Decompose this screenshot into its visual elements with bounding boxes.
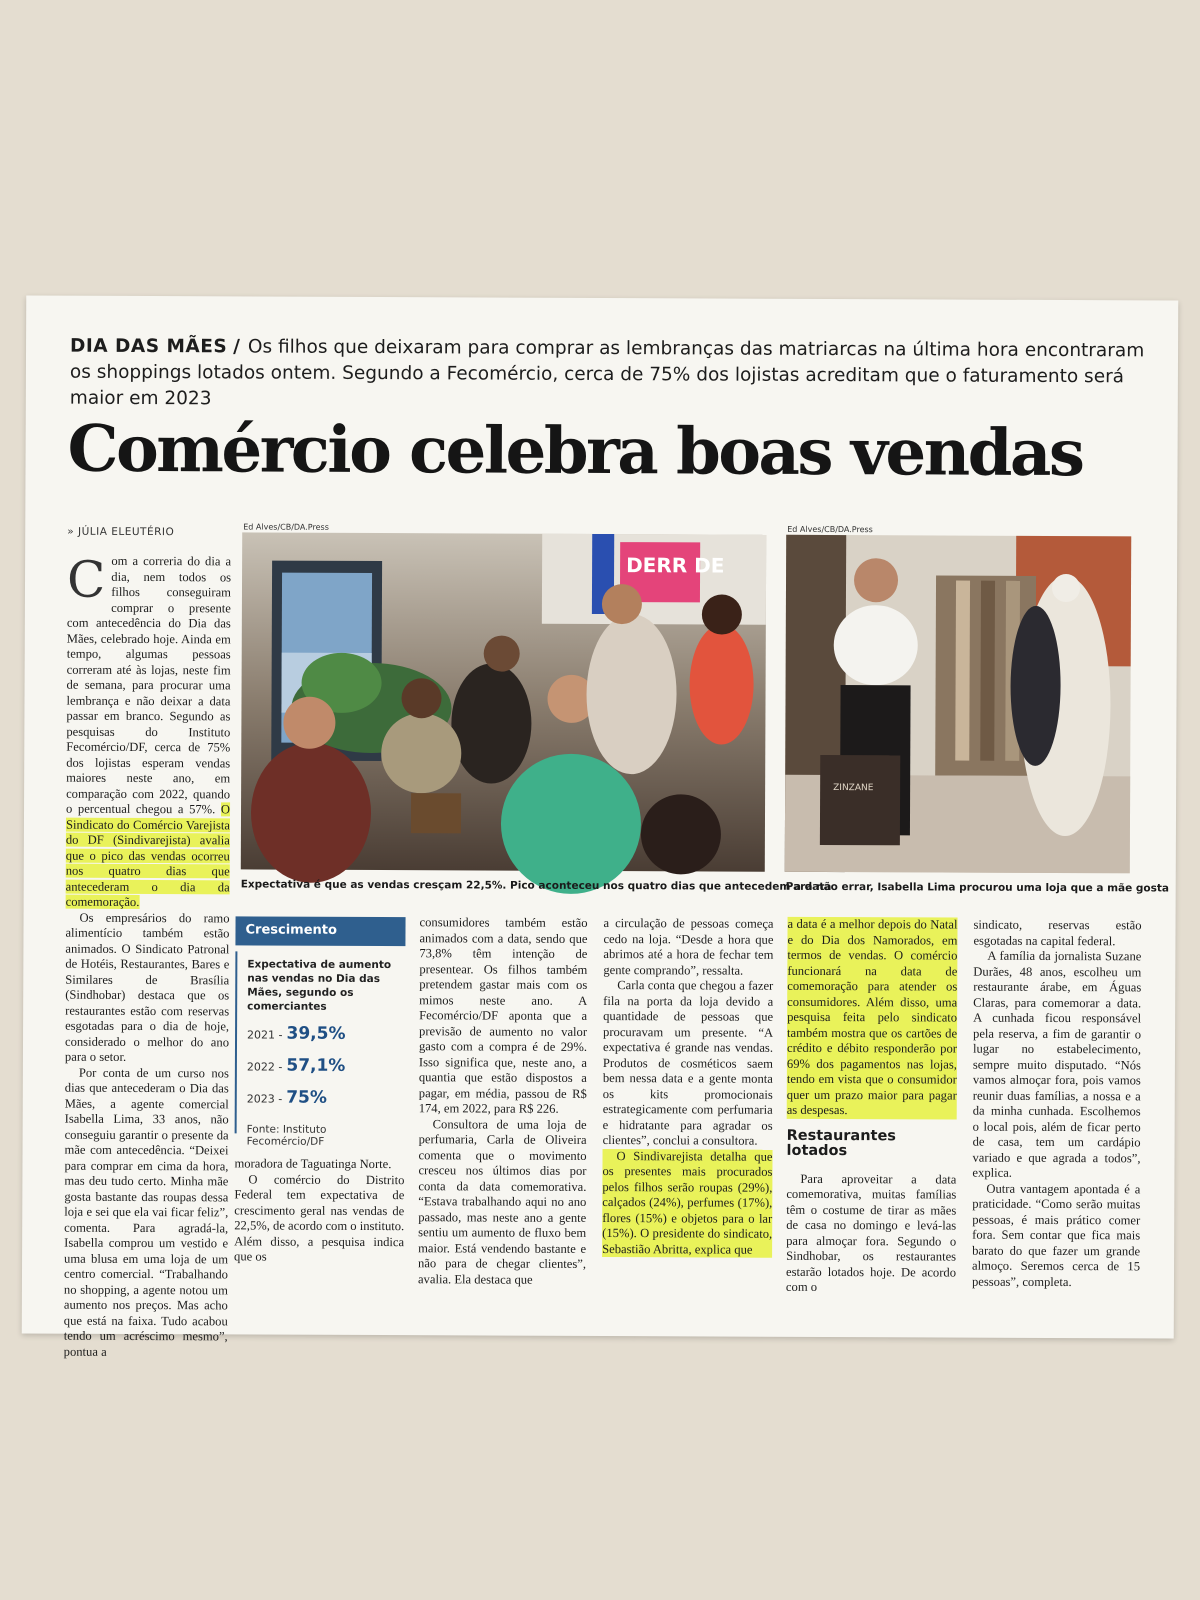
infobox-source: Fonte: Instituto Fecomércio/DF — [246, 1123, 327, 1148]
stat-year: 2022 - — [246, 1060, 283, 1074]
lead-paragraph — [65, 550, 232, 911]
highlighted-text: O Sindicato do Comércio Varejista do DF (Sindivarejista) avalia que o pico das vendas ocorreu nos quatro dias que antecederam o dia da comemoração. — [65, 802, 231, 909]
stat-year: 2021 - — [247, 1028, 283, 1042]
lead-text: om a correria do dia a dia, nem todos os filhos conseguiram comprar o presente com antecedência do Dia das Mães, celebrado hoje. Ainda em tempo, algumas pessoas correram até às lojas, neste fim de semana, para procurar uma lembrança e não deixar a data passar em branco. Segundo as pesquisas do Instituto Fecomércio/DF, cerca de 75% dos lojistas esperam vendas maiores neste ano, em comparação com 2022, quando o percentual chegou a 57%. — [66, 553, 232, 817]
infobox-title: Crescimento — [235, 916, 405, 946]
kicker — [70, 334, 1150, 417]
photo-credit-1: Ed Alves/CB/DA.Press — [243, 522, 329, 532]
byline: » JÚLIA ELEUTÉRIO — [67, 525, 175, 539]
article-column-3 — [418, 915, 588, 1288]
stat-2021 — [247, 1023, 405, 1046]
kicker-slash: / — [233, 336, 240, 358]
paragraph: Para aproveitar a data comemorativa, muitas famílias têm o costume de tirar as mães de casa no domingo e levá-las para almoçar fora. Segundo o Sindhobar, os restaurantes estarão lotados hoje. De acordo com o — [785, 1171, 957, 1294]
subheading: Restaurantes lotados — [786, 1127, 896, 1160]
stat-2022 — [247, 1055, 405, 1078]
paragraph: Por conta de um curso nos dias que antecederam o Dia das Mães, a agente comercial Isabella Lima, 33 anos, não conseguiu garantir o presente da mãe com antecedência. “Deixei para comprar em cima da hora, mas deu tudo certo. Minha mãe gosta bastante das roupas dessa loja e sei que ela vai ficar feliz”, comenta. Para agradá-la, Isabella comprou um vestido e uma blusa em uma loja de um centro comercial. “Trabalhando no shopping, a agente notou um aumento nos preços. Mas acho que está na faixa. Tudo acabou tendo um acréscimo mesmo”, pontua a — [63, 1065, 229, 1359]
growth-infobox — [235, 916, 406, 1148]
paragraph: Carla conta que chegou a fazer fila na porta da loja devido a quantidade de pessoas que procuravam um presente. “A expectativa é grande nas vendas. Produtos de cosméticos saem bem nessa data e a gente monta os kits promocionais estrategicamente com perfumaria e hidratante para agradar os clientes”, conclui a consultora. — [602, 978, 774, 1148]
photo-isabella-store — [785, 535, 1131, 874]
section-tag: DIA DAS MÃES — [70, 335, 228, 358]
photo-shopping-crowd — [241, 532, 766, 871]
paragraph: consumidores também estão animados com a data, sendo que 73,8% têm intenção de presentear. Os filhos também pretendem gastar mais com os mimos neste ano. A Fecomércio/DF aponta que a previsão de aumento no valor gasto com a compra é de 29%. Isso significa que, neste ano, a quantia que estão dispostos a pagar, em média, passou de R$ 174, em 2022, para R$ 226. — [418, 915, 588, 1116]
infobox-subtitle: Expectativa de aumento nas vendas no Dia das Mães, segundo os comerciantes — [247, 958, 392, 1013]
photo-isabella-store-image — [785, 535, 1131, 874]
kicker-text: Os filhos que deixaram para comprar as lembranças das matriarcas na última hora encontraram os shoppings lotados ontem. Segundo a Fecomércio, cerca de 75% dos lojistas acreditam que o faturamento será maior em 2023 — [69, 336, 1145, 410]
headline: Comércio celebra boas vendas — [67, 411, 1083, 492]
photo-credit-2: Ed Alves/CB/DA.Press — [787, 524, 873, 535]
paragraph: A família da jornalista Suzane Durães, 48 anos, escolheu um restaurante árabe, em Águas Claras, para comemorar a data. A cunhada ficou responsável pela reserva, a fim de garantir o lugar no estabelecimento, sempre muito disputado. “Nós vamos almoçar fora, pois vamos reunir duas famílias, a nossa e a da minha cunhada. Escolhemos o local pois, além de ficar perto de casa, tem um cardápio variado e que agrada a todos”, explica. — [972, 948, 1142, 1180]
drop-cap: C — [66, 550, 106, 609]
paragraph: a circulação de pessoas começa cedo na loja. “Desde a hora que abrimos até a hora de fechar tem gente comprando”, ressalta. — [603, 916, 774, 978]
paragraph: moradora de Taguatinga Norte. — [234, 1156, 392, 1172]
paragraph: Os empresários do ramo alimentício também estão animados. O Sindicato Patronal de Hotéis, Restaurantes, Bares e Similares de Brasília (Sindhobar) destaca que os restaurantes estão com reservas esgotadas para o dia de hoje, considerado o melhor do ano para o setor. — [64, 910, 230, 1064]
paragraph: sindicato, reservas estão esgotadas na capital federal. — [973, 917, 1142, 948]
paragraph: Outra vantagem apontada é a praticidade. “Como serão muitas pessoas, é mais prático comer fora. Sem contar que fica mais barato do que fazer um grande almoço. Seremos cerca de 15 pessoas”, completa. — [971, 1181, 1141, 1289]
photo-caption-2: Para não errar, Isabella Lima procurou uma loja que a mãe gosta — [785, 880, 1170, 895]
infobox-body — [235, 951, 406, 1148]
highlighted-paragraph: O Sindivarejista detalha que os presentes mais procurados pelos filhos serão roupas (29%), calçados (24%), perfumes (17%), flores (15%) e objetos para o lar (15%). O presidente do sindicato, Sebastião Abritta, explica que — [602, 1148, 773, 1257]
stat-2023 — [247, 1087, 405, 1110]
stat-value: 57,1% — [286, 1055, 346, 1076]
stat-value: 75% — [286, 1087, 327, 1108]
paragraph: Consultora de uma loja de perfumaria, Carla de Oliveira comenta que o movimento cresceu nos últimos dias por conta da data comemorativa. “Estava trabalhando aqui no ano passado, mas neste ano a gente sentiu um aumento de fluxo bem maior. Está vendendo bastante e não para de chegar clientes”, avalia. Ela destaca que — [417, 1116, 587, 1287]
store-sign-text: DERR DE — [626, 553, 725, 578]
article-column-6 — [972, 918, 1142, 1291]
photo-caption-1: Expectativa é que as vendas cresçam 22,5%. Pico aconteceu nos quatro dias que antecedem a data — [240, 878, 832, 894]
stat-value: 39,5% — [286, 1023, 346, 1044]
article-column-2 — [234, 1156, 404, 1265]
stat-year: 2023 - — [246, 1092, 283, 1106]
article-column-1 — [63, 550, 232, 1361]
bag-brand-text: ZINZANE — [833, 783, 874, 794]
article-column-4 — [602, 916, 773, 1258]
newspaper-page — [22, 295, 1179, 1359]
article-column-5 — [786, 917, 958, 1296]
paragraph: O comércio do Distrito Federal tem expectativa de crescimento geral nas vendas de 22,5%, de acordo com o instituto. Além disso, a pesquisa indica que os — [234, 1171, 405, 1264]
photo-shopping-crowd-image — [241, 532, 766, 871]
highlighted-paragraph: a data é a melhor depois do Natal e do Dia dos Namorados, em termos de vendas. O comércio funcionará na data de comemoração para atender os consumidores. Além disso, uma pesquisa feita pelo sindicato também mostra que os cartões de crédito e débito responderão por 69% dos pagamentos nas lojas, tendo em vista que o consumidor quer um prazo maior para pagar as despesas. — [786, 916, 958, 1118]
